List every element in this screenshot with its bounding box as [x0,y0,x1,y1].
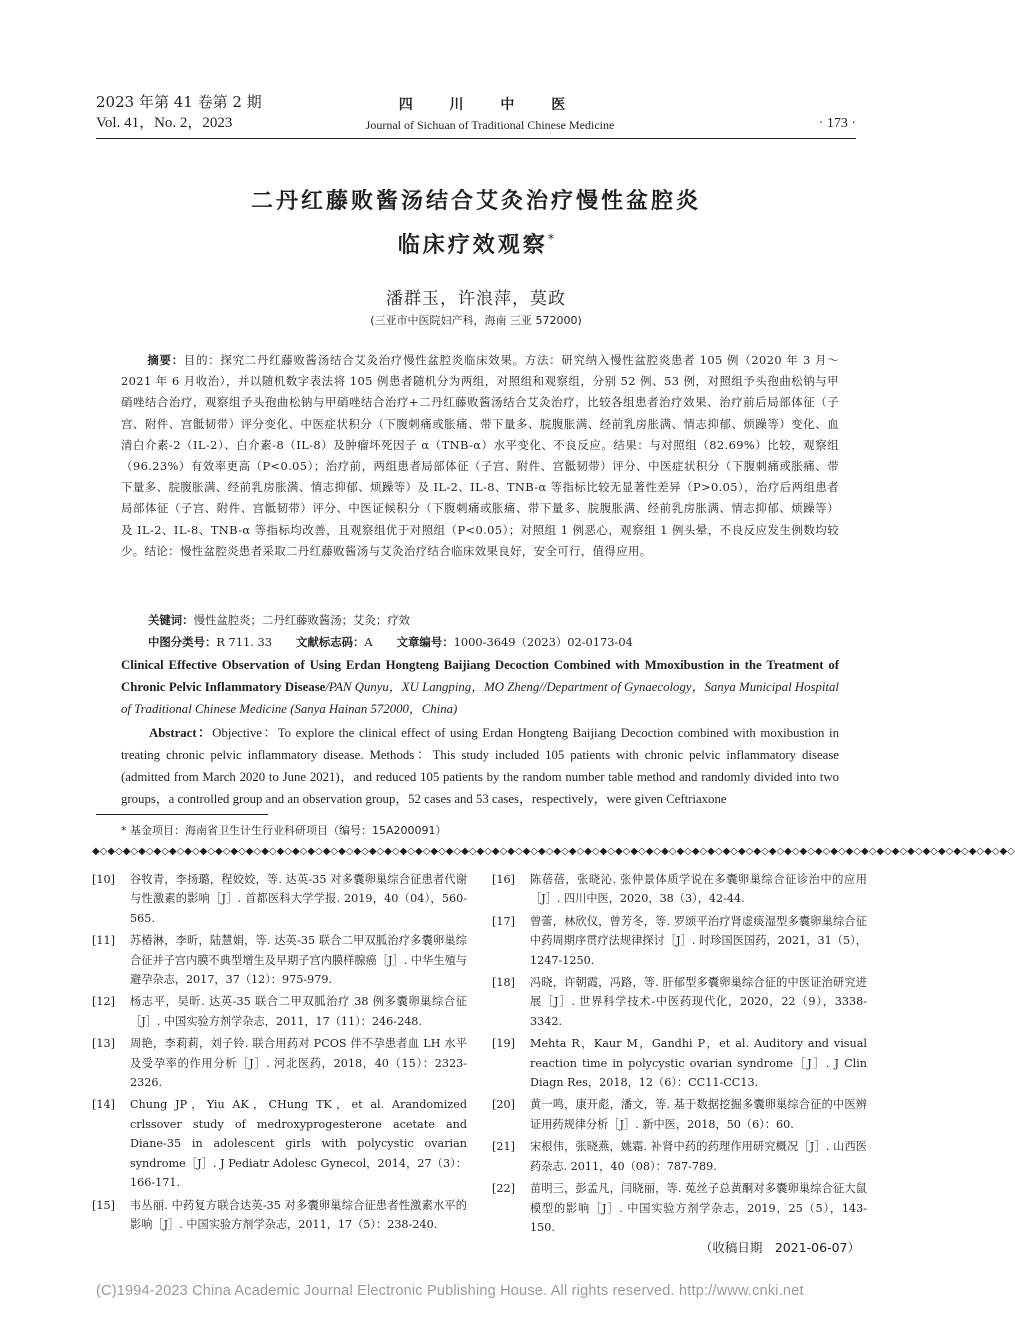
english-abstract-label: Abstract： [149,726,213,740]
reference-text: 曾蕾，林欣仪，曾芳冬，等. 罗颂平治疗肾虚痰湿型多囊卵巢综合征中药周期序贯疗法规律探讨［J］. 时珍国医国药，2021，31（5），1247-1250. [530,914,867,967]
reference-item [492,1034,867,1092]
reference-item [492,870,867,909]
affiliation: (三亚市中医院妇产科，海南 三亚 572000) [370,314,582,327]
reference-item [492,973,867,1031]
reference-number: [22] [492,1182,515,1196]
reference-item [492,912,867,970]
reference-item [92,1034,467,1092]
copyright-watermark: (C)1994-2023 China Academic Journal Electronic Publishing House. All rights reserved. http://www.cnki.net [96,1283,804,1299]
reference-text: 冯晓，许朝霞，冯路，等. 肝郁型多囊卵巢综合征的中医证治研究进展［J］. 世界科学技术-中医药现代化，2020，22（9），3338-3342. [530,976,867,1028]
reference-number: [13] [92,1037,115,1051]
abstract-cn [121,350,839,562]
journal-name-en: Journal of Sichuan of Traditional Chinese Medicine [365,118,615,132]
article-title-line1: 二丹红藤败酱汤结合艾灸治疗慢性盆腔炎 [250,189,701,214]
reference-item [492,1095,867,1134]
issue-cn: 2023 年第 41 卷第 2 期 [96,93,262,111]
article-title-line2-text: 临床疗效观察 [397,233,548,258]
reference-text: Mehta R，Kaur M，Gandhi P，et al. Auditory and visual reaction time in polycystic ovarian syndrome［J］. J Clin Diagn Res，2018，12（6）：CC11-CC13. [530,1037,867,1090]
english-abstract-text: Objective：To explore the clinical effect of using Erdan Hongteng Baijiang Decoction combined with moxibustion in treating chronic pelvic inflammatory disease. Methods：This study included 105 patients with chronic pelvic inflammatory disease (admitted from March 2020 to June 2021)，and reduced 105 patients by the random number table method and randomly divided into two groups，a controlled group and an observation group，52 cases and 53 cases，respectively，were given Ceftriaxone [121,726,839,806]
references-right-column [492,870,867,1240]
reference-number: [14] [92,1098,115,1112]
reference-item [92,931,467,989]
issue-info [96,92,262,134]
reference-item [92,1095,467,1192]
keywords-label: 关键词： [148,613,194,627]
reference-text: 黄一鸣，康开彪，潘文，等. 基于数据挖掘多囊卵巢综合征的中医辨证用药规律分析［J］. 新中医，2018，50（6）：60. [530,1098,867,1131]
reference-number: [10] [92,873,115,886]
references-left-column [92,870,467,1237]
article-no-value: 1000-3649（2023）02-0173-04 [453,635,633,649]
reference-item [492,1179,867,1237]
reference-item [492,1137,867,1176]
journal-name [300,94,680,133]
article-title-line2 [96,228,856,259]
english-section [121,654,839,810]
reference-number: [16] [492,873,515,886]
doc-code-value: A [364,635,373,649]
journal-name-cn: 四 川 中 医 [398,97,582,113]
classification-info [148,632,838,653]
authors: 潘群玉，许浪萍，莫政 [386,289,566,309]
reference-text: 宋根伟，张晓燕，姚霜. 补肾中药的药理作用研究概况［J］. 山西医药杂志. 2011，40（08）：787-789. [530,1140,867,1173]
reference-number: [17] [492,914,515,928]
title-footnote-mark: * [547,232,555,248]
reference-text: 杨志平，吴昕. 达英-35 联合二甲双胍治疗 38 例多囊卵巢综合征［J］. 中国实验方剂学杂志，2011，17（11）：246-248. [130,995,467,1028]
reference-text: 苗明三，彭孟凡，闫晓丽，等. 菟丝子总黄酮对多囊卵巢综合征大鼠模型的影响［J］. 中国实验方剂学杂志，2019，25（5），143-150. [530,1182,867,1234]
english-authors: /PAN Qunyu，XU Langping，MO Zheng//Department of Gynaecology，Sanya Municipal Hospital of Traditional Chinese Medicine (Sanya Hainan 572000，China) [121,680,839,716]
english-abstract [121,722,839,810]
diamond-divider: ◆◇◆◇◆◇◆◇◆◇◆◇◆◇◆◇◆◇◆◇◆◇◆◇◆◇◆◇◆◇◆◇◆◇◆◇◆◇◆◇◆◇◆◇◆◇◆◇◆◇◆◇◆◇◆◇◆◇◆◇◆◇◆◇◆◇◆◇◆◇◆◇◆◇◆◇◆◇◆◇◆◇◆◇◆◇◆◇◆◇◆◇◆◇◆◇◆◇◆◇◆◇◆◇◆◇◆◇◆◇◆◇◆◇◆◇◆◇◆◇ [92,846,1015,857]
reference-number: [11] [92,934,115,948]
abstract-text: 目的：探究二丹红藤败酱汤结合艾灸治疗慢性盆腔炎临床效果。方法：研究纳入慢性盆腔炎患者 105 例（2020 年 3 月～2021 年 6 月收治），并以随机数字表法将 105 例患者随机分为两组，对照组和观察组，分别 52 例、53 例，对照组予头孢曲松钠与甲硝唑结合治疗，观察组予头孢曲松钠与甲硝唑结合治疗+二丹红藤败酱汤结合艾灸治疗，比较各组患者治疗效果、治疗前后局部体征（子宫、附件、宫骶韧带）评分变化、中医症状积分（下腹刺痛或胀痛、带下量多、脘腹胀满、经前乳房胀满、情志抑郁、烦躁等）变化、血清白介素-2（IL-2）、白介素-8（IL-8）及肿瘤坏死因子 α（TNB-α）水平变化、不良反应。结果：与对照组（82.69%）比较，观察组（96.23%）有效率更高（P<0.05）；治疗前，两组患者局部体征（子宫、附件、宫骶韧带）评分、中医症状积分（下腹刺痛或胀痛、带下量多、脘腹胀满、经前乳房胀满、情志抑郁、烦躁等）及 IL-2、IL-8、TNB-α 等指标比较无显著性差异（P>0.05），治疗后两组患者局部体征（子宫、附件、宫骶韧带）评分、中医证候积分（下腹刺痛或胀痛、带下量多、脘腹胀满、经前乳房胀满、情志抑郁、烦躁等）及 IL-2、IL-8、TNB-α 等指标均改善，且观察组优于对照组（P<0.05）；对照组 1 例恶心，观察组 1 例头晕，不良反应发生例数均较少。结论：慢性盆腔炎患者采取二丹红藤败酱汤与艾灸治疗结合临床效果良好，安全可行，值得应用。 [121,353,839,558]
reference-item [92,992,467,1031]
keywords-text: 慢性盆腔炎；二丹红藤败酱汤；艾灸；疗效 [193,613,411,627]
reference-item [92,1196,467,1235]
page-number: · 173 · [818,116,856,131]
abstract-label: 摘要： [147,353,184,367]
clc-value: R 711. 33 [216,635,273,649]
reference-number: [15] [92,1198,115,1212]
reference-text: 周艳，李莉莉，刘子铃. 联合用药对 PCOS 伴不孕患者血 LH 水平及受孕率的作用分析［J］. 河北医药，2018，40（15）：2323-2326. [130,1037,467,1090]
reference-item [92,870,467,928]
doc-code-label: 文献标志码： [296,635,365,649]
reference-number: [19] [492,1037,515,1051]
header-rule [96,138,856,139]
funding-footnote: * 基金项目：海南省卫生计生行业科研项目（编号：15A200091） [121,824,447,837]
reference-text: 韦丛丽. 中药复方联合达英-35 对多囊卵巢综合征患者性激素水平的影响［J］. 中国实验方剂学杂志，2011，17（5）：238-240. [130,1198,467,1231]
article-no-label: 文章编号： [396,635,454,649]
issue-en: Vol. 41，No. 2，2023 [96,115,233,131]
reference-text: 陈蓓蓓，张晓沁. 张仲景体质学说在多囊卵巢综合征诊治中的应用［J］. 四川中医，2020，38（3），42-44. [530,873,867,906]
clc-label: 中图分类号： [148,635,217,649]
english-title-block [121,654,839,720]
reference-number: [21] [492,1140,515,1154]
english-title: Clinical Effective Observation of Using Erdan Hongteng Baijiang Decoction Combined with Mmoxibustion in the Treatment of Chronic Pelvic Inflammatory Disease [121,658,839,694]
reference-number: [18] [492,976,515,990]
reference-text: Chung JP，Yiu AK，CHung TK，et al. Arandomized crlssover study of medroxyprogesterone acetate and Diane-35 in adolescent girls with polycystic ovarian syndrome［J］. J Pediatr Adolesc Gynecol，2014，27（3）：166-171. [130,1098,467,1190]
reference-text: 苏椿淋，李昕，陆慧娟，等. 达英-35 联合二甲双胍治疗多囊卵巢综合征并子宫内膜不典型增生及早期子宫内膜样腺癌［J］. 中华生殖与避孕杂志，2017，37（12）：975-979. [130,934,467,987]
reference-text: 谷牧青，李扬璐，程姣姣，等. 达英-35 对多囊卵巢综合征患者代谢与性激素的影响［J］. 首都医科大学学报. 2019，40（04），560-565. [130,873,467,925]
keywords [148,610,838,631]
reference-number: [12] [92,995,115,1009]
footnote-rule [96,814,268,815]
reference-number: [20] [492,1098,515,1112]
received-date: （收稿日期 2021-06-07） [699,1240,860,1255]
